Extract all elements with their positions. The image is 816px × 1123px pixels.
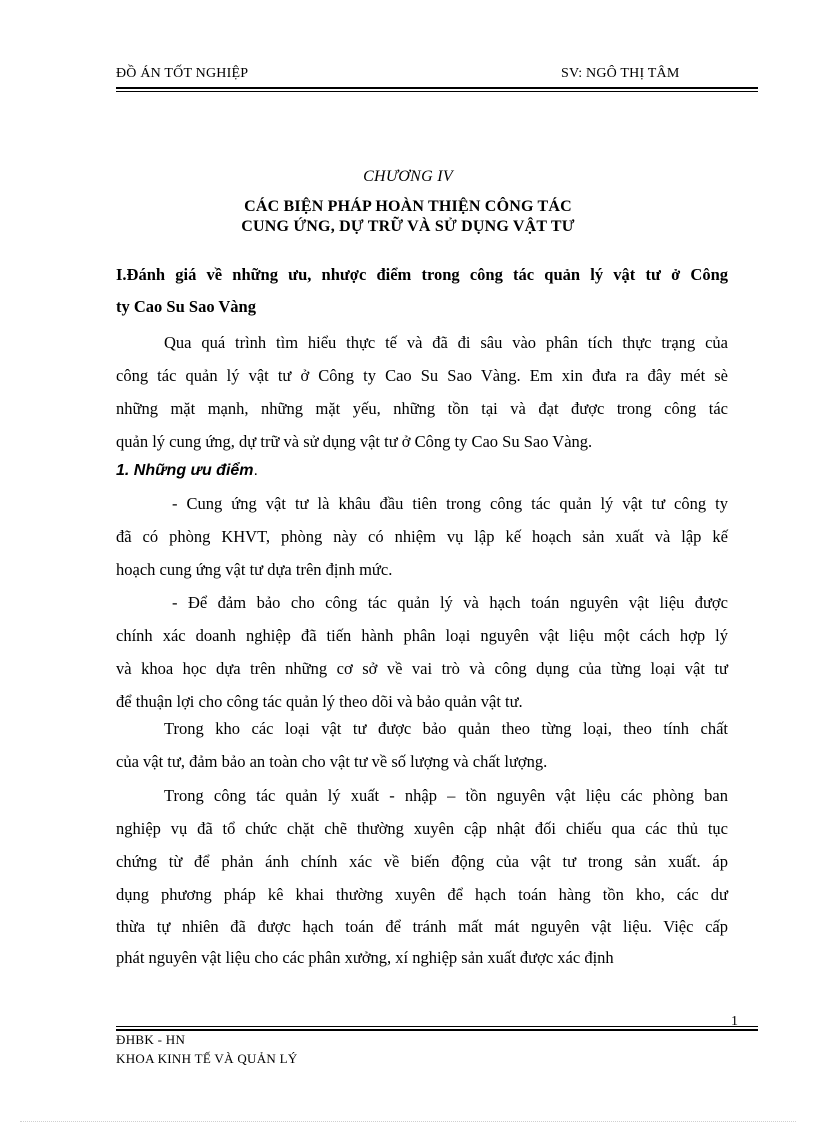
page-bottom-divider: [20, 1121, 796, 1122]
section-title-line2: ty Cao Su Sao Vàng: [116, 297, 256, 316]
para1-line: hoạch cung ứng vật tư dựa trên định mức.: [116, 560, 393, 579]
intro-line: công tác quản lý vật tư ở Công ty Cao Su Sao Vàng. Em xin đưa ra đây mét sè: [116, 366, 728, 385]
footer-rule-thin: [116, 1026, 758, 1027]
intro-line: quản lý cung ứng, dự trữ và sử dụng vật tư ở Công ty Cao Su Sao Vàng.: [116, 432, 593, 451]
footer-faculty: KHOA KINH TẾ VÀ QUẢN LÝ: [116, 1051, 298, 1066]
header-left-title: ĐỒ ÁN TỐT NGHIỆP: [116, 66, 249, 81]
chapter-title-line2: CUNG ỨNG, DỰ TRỮ VÀ SỬ DỤNG VẬT TƯ: [241, 218, 575, 235]
para1-line: - Cung ứng vật tư là khâu đầu tiên trong công tác quản lý vật tư công ty: [172, 494, 728, 513]
intro-line: Qua quá trình tìm hiểu thực tế và đã đi sâu vào phân tích thực trạng của: [164, 333, 728, 352]
para2-line: để thuận lợi cho công tác quản lý theo dõi và bảo quản vật tư.: [116, 692, 523, 711]
para2-line: - Để đảm bảo cho công tác quản lý và hạch toán nguyên vật liệu được: [172, 593, 728, 612]
chapter-number: CHƯƠNG IV: [363, 168, 453, 185]
subsection-title-text: 1. Những ưu điểm: [116, 462, 254, 479]
para2-line: và khoa học dựa trên những cơ sở về vai trò và công dụng của từng loại vật tư: [116, 659, 728, 678]
header-rule-thick: [116, 87, 758, 89]
subsection-title-suffix: .: [253, 462, 258, 479]
chapter-title-line1: CÁC BIỆN PHÁP HOÀN THIỆN CÔNG TÁC: [244, 198, 572, 215]
footer-university: ĐHBK - HN: [116, 1032, 186, 1047]
section-title-line1: I.Đánh giá về những ưu, nhược điểm trong công tác quản lý vật tư ở Công: [116, 265, 728, 284]
para4-line: phát nguyên vật liệu cho các phân xưởng, xí nghiệp sản xuất được xác định: [116, 948, 614, 967]
para2-line: chính xác doanh nghiệp đã tiến hành phân loại nguyên vật liệu một cách hợp lý: [116, 626, 728, 645]
para4-line: dụng phương pháp kê khai thường xuyên để hạch toán hàng tồn kho, các dư: [116, 885, 728, 904]
para3-line: Trong kho các loại vật tư được bảo quản theo từng loại, theo tính chất: [164, 719, 728, 738]
intro-line: những mặt mạnh, những mặt yếu, những tồn tại và đạt được trong công tác: [116, 399, 728, 418]
header-right-author: SV: NGÔ THỊ TÂM: [561, 66, 680, 81]
para1-line: đã có phòng KHVT, phòng này có nhiệm vụ lập kế hoạch sản xuất và lập kế: [116, 527, 728, 546]
subsection-title: [116, 462, 728, 480]
para4-line: thừa tự nhiên đã được hạch toán để tránh mất mát nguyên vật liệu. Việc cấp: [116, 917, 728, 936]
header-rule-thin: [116, 91, 758, 92]
para4-line: nghiệp vụ đã tổ chức chặt chẽ thường xuyên cập nhật đối chiếu qua các thủ tục: [116, 819, 728, 838]
page-number: 1: [731, 1014, 738, 1029]
footer-rule-thick: [116, 1029, 758, 1031]
para4-line: Trong công tác quản lý xuất - nhập – tồn nguyên vật liệu các phòng ban: [164, 786, 728, 805]
para3-line: của vật tư, đảm bảo an toàn cho vật tư về số lượng và chất lượng.: [116, 752, 548, 771]
para4-line: chứng từ để phản ánh chính xác về biến động của vật tư trong sản xuất. áp: [116, 852, 728, 871]
